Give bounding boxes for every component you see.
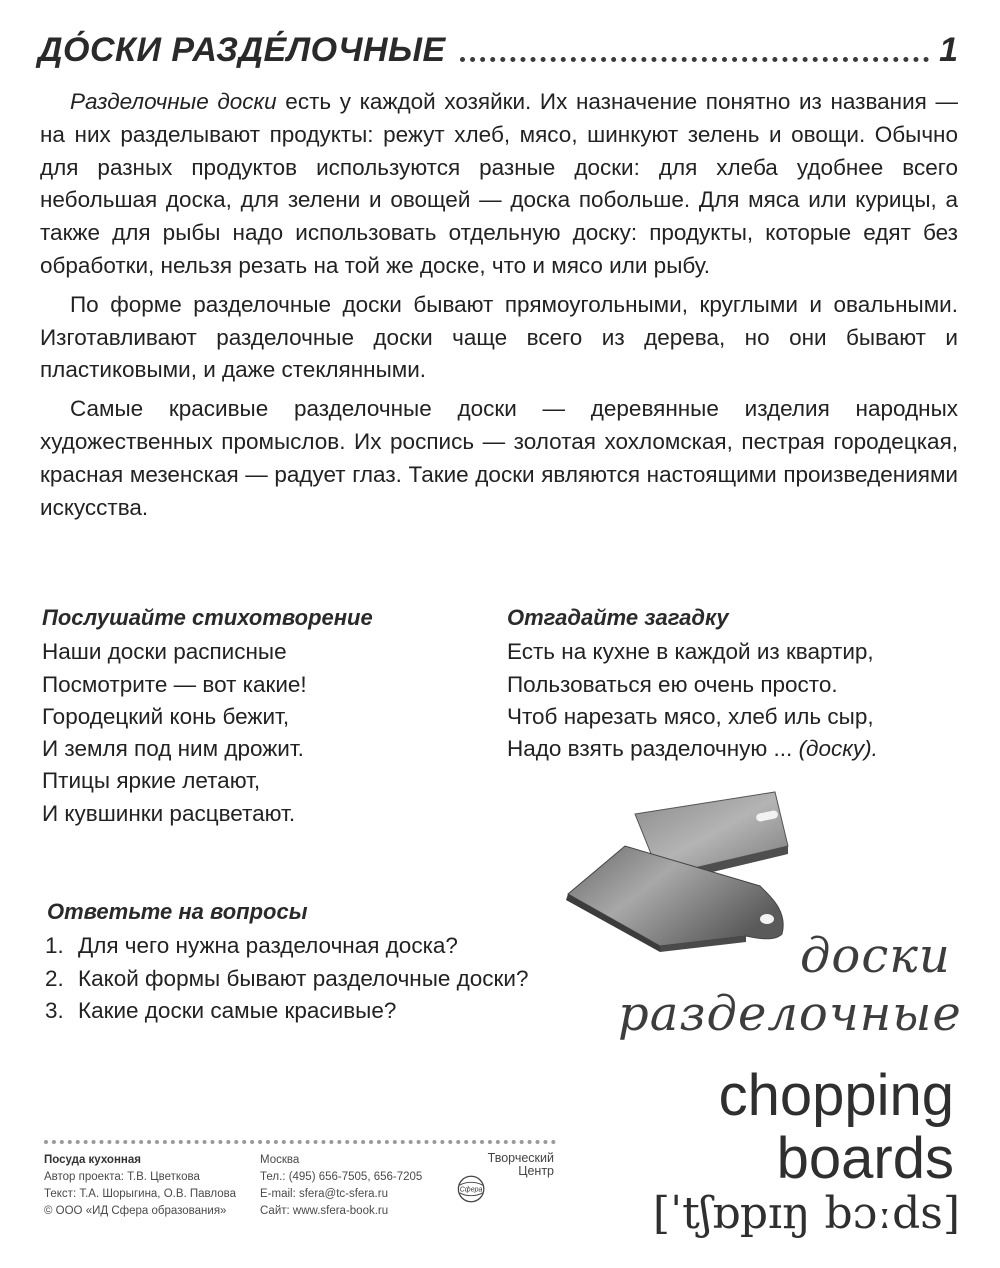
english-word-2: boards	[776, 1126, 954, 1191]
page-title: ДО́СКИ РАЗДЕ́ЛОЧНЫЕ	[38, 31, 446, 69]
cursive-word-2: разделочные	[618, 986, 962, 1042]
english-word-1: chopping	[718, 1063, 954, 1128]
question-text: Какой формы бывают разделочные доски?	[78, 965, 529, 991]
footer-city: Москва	[260, 1154, 300, 1166]
footer-phone: Тел.: (495) 656-7505, 656-7205	[260, 1171, 423, 1183]
cutting-boards-image	[560, 786, 790, 956]
riddle-line	[507, 733, 878, 765]
question-text: Какие доски самые красивые?	[78, 997, 397, 1023]
poem-line: Городецкий конь бежит,	[42, 703, 290, 729]
poem-section	[42, 602, 373, 830]
footer-site: Сайт: www.sfera-book.ru	[260, 1205, 389, 1217]
riddle-line: Чтоб нарезать мясо, хлеб иль сыр,	[507, 703, 874, 729]
question-item	[45, 963, 528, 995]
poem-heading: Послушайте стихотворение	[42, 605, 373, 630]
intro-paragraph-1-text: есть у каждой хозяйки. Их назначение понятно из названия — на них разделывают продукты: режут хлеб, мясо, шинкуют зелень и овощи. Обычно для разных продуктов используются разные доски: для хлеба удобнее всего небольшая доска, для зелени и овощей — доска побольше. Для мяса или курицы, а также для рыбы надо использовать отдельную доску: продукты, которые едят без обработки, нельзя резать на той же доске, что и мясо или рыбу.	[40, 89, 958, 278]
logo-name: Сфера	[459, 1186, 483, 1194]
intro-paragraph-3: Самые красивые разделочные доски — деревянные изделия народных художественных промыслов. Их роспись — золотая хохломская, пестрая городецкая, красная мезенская — радует глаз. Такие доски являются настоящими произведениями искусства.	[40, 396, 958, 520]
transcription: [ˈtʃɒpɪŋ bɔːds]	[652, 1188, 960, 1239]
footer-email: E-mail: sfera@tc-sfera.ru	[260, 1188, 388, 1200]
page-number: 1	[939, 31, 958, 69]
cursive-word-1: доски	[800, 928, 951, 984]
riddle-heading: Отгадайте загадку	[507, 605, 729, 630]
question-number: 1.	[45, 933, 64, 959]
poem-line: Птицы яркие летают,	[42, 768, 261, 794]
footer-credits	[44, 1152, 236, 1220]
question-item	[45, 930, 528, 962]
footer-text-authors: Текст: Т.А. Шорыгина, О.В. Павлова	[44, 1188, 237, 1200]
riddle-line: Есть на кухне в каждой из квартир,	[507, 639, 874, 665]
footer-divider	[44, 1140, 556, 1144]
riddle-answer: (доску).	[798, 736, 878, 762]
logo-line-1: Творческий	[487, 1151, 554, 1165]
question-text: Для чего нужна разделочная доска?	[78, 933, 458, 959]
publisher-logo	[452, 1172, 522, 1220]
questions-section	[45, 896, 528, 1027]
title-row	[38, 28, 958, 70]
poem-line: И кувшинки расцветают.	[42, 800, 296, 826]
intro-paragraph-2: По форме разделочные доски бывают прямоугольными, круглыми и овальными. Изготавливают разделочные доски чаще всего из дерева, но они бывают и пластиковыми, и даже стеклянными.	[40, 291, 958, 383]
footer-series: Посуда кухонная	[44, 1154, 141, 1166]
intro-term: Разделочные доски	[70, 89, 277, 114]
questions-heading: Ответьте на вопросы	[47, 899, 308, 924]
intro-paragraph-1	[40, 86, 958, 283]
poem-line: Посмотрите — вот какие!	[42, 671, 307, 697]
poem-line: Наши доски расписные	[42, 639, 287, 665]
title-leader-dots	[460, 57, 929, 62]
intro-text	[40, 86, 958, 530]
poem-line: И земля под ним дрожит.	[42, 736, 304, 762]
footer-copyright: © ООО «ИД Сфера образования»	[44, 1205, 227, 1217]
question-number: 3.	[45, 997, 64, 1023]
logo-line-2: Центр	[518, 1164, 554, 1178]
riddle-section	[507, 602, 878, 765]
question-item	[45, 995, 528, 1027]
question-number: 2.	[45, 965, 64, 991]
footer-contacts	[260, 1152, 422, 1220]
footer-author: Автор проекта: Т.В. Цветкова	[44, 1171, 200, 1183]
riddle-last-line: Надо взять разделочную ...	[507, 736, 799, 762]
riddle-line: Пользоваться ею очень просто.	[507, 671, 838, 697]
